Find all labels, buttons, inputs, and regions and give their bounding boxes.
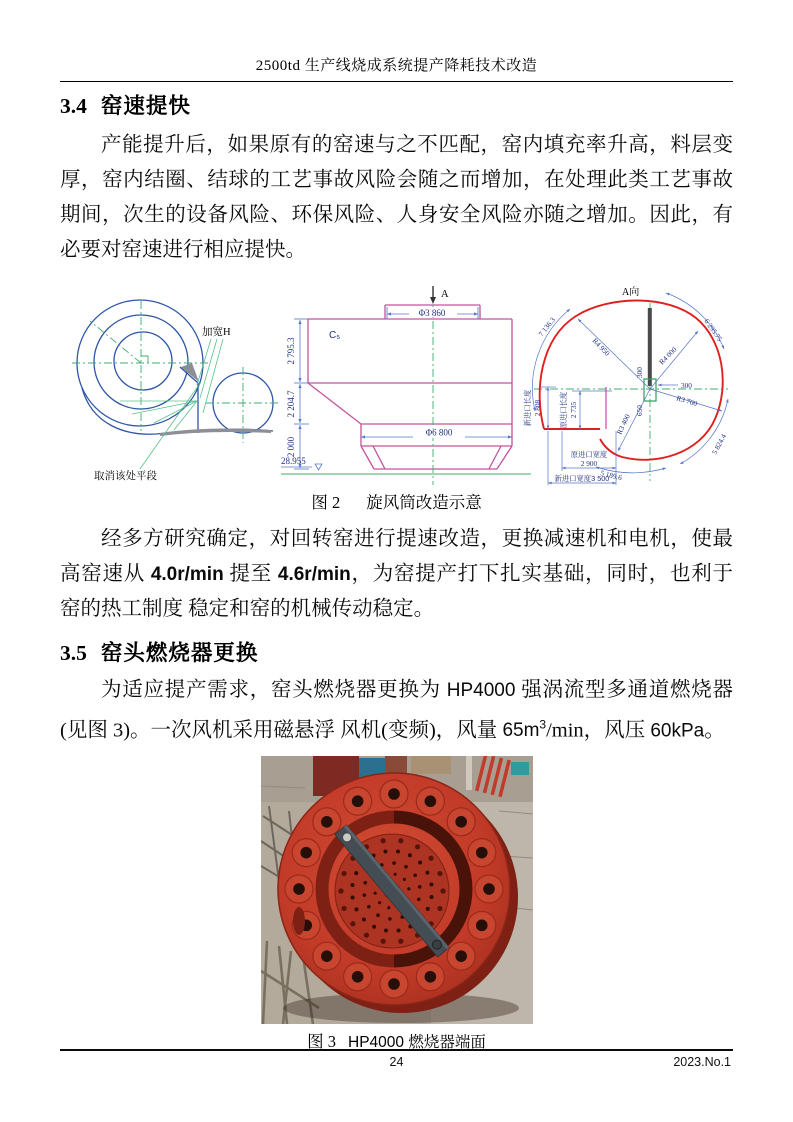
section-title: 窑速提快 bbox=[100, 94, 191, 118]
paragraph-burner bbox=[60, 673, 733, 748]
figure-2-title: 旋风筒改造示意 bbox=[366, 493, 482, 512]
label-c5: C₅ bbox=[329, 330, 341, 341]
text-run: 为适应提产需求，窑头燃烧器更换为 bbox=[101, 679, 447, 701]
dim-arc-bottom: 5 189.6 bbox=[599, 468, 623, 483]
label-a: A bbox=[441, 289, 449, 300]
label-new-inlet-length: 新进口长度 bbox=[523, 389, 532, 427]
label-cancel-flat: 取消该处平段 bbox=[94, 471, 157, 482]
figure-2-label: 图 2 bbox=[311, 493, 341, 512]
header-rule bbox=[60, 81, 733, 82]
side-bracket bbox=[293, 907, 305, 935]
section-number: 3.4 bbox=[60, 94, 87, 118]
footer-row bbox=[60, 1051, 733, 1073]
cyclone-elevation-diagram bbox=[281, 283, 533, 490]
text-run: 65m bbox=[502, 720, 540, 742]
elevation-marker bbox=[315, 464, 322, 470]
text-run: 。 bbox=[704, 719, 725, 742]
dim-new-inlet-length: 2 808 bbox=[533, 399, 542, 417]
value-new-speed: 4.6r/min bbox=[277, 564, 351, 585]
dim-arc-lr: 5 824.4 bbox=[709, 432, 729, 456]
dim-body-diameter: Φ6 800 bbox=[425, 427, 453, 438]
page-footer bbox=[60, 1049, 733, 1073]
dim-height-1: 2 795.3 bbox=[286, 337, 296, 365]
section-title: 窑头燃烧器更换 bbox=[100, 641, 259, 665]
figure-3-label: 图 3 bbox=[307, 1032, 337, 1052]
label-old-inlet-width: 原进口宽度 bbox=[570, 450, 608, 459]
section-arrow-a bbox=[430, 286, 436, 304]
dim-r3700: R3 700 bbox=[675, 393, 699, 409]
dim-r4950: R4 950 bbox=[590, 336, 612, 358]
dim-height-3: 2 000 bbox=[286, 436, 296, 458]
dim-old-inlet-width: 2 900 bbox=[580, 459, 598, 468]
shading bbox=[160, 363, 271, 436]
paragraph-speed-upgrade bbox=[60, 522, 733, 627]
dim-r3400: R3 400 bbox=[614, 412, 632, 436]
value-old-speed: 4.0r/min bbox=[150, 564, 224, 585]
section-number: 3.5 bbox=[60, 641, 87, 665]
page-number: 24 bbox=[389, 1055, 404, 1069]
dim-arc-ul: 7 136.3 bbox=[536, 315, 558, 339]
dim-old-inlet-length: 2 735 bbox=[569, 401, 578, 419]
section-heading-3-4 bbox=[60, 94, 733, 119]
centerlines bbox=[72, 301, 280, 443]
label-widen-h: 加宽H bbox=[202, 327, 231, 338]
value-burner-model: HP4000 bbox=[446, 680, 516, 701]
page-content bbox=[60, 0, 733, 1053]
value-air-volume bbox=[502, 720, 546, 741]
dim-300-v: 300 bbox=[635, 367, 644, 378]
dim-top-diameter: Φ3 860 bbox=[418, 308, 446, 318]
label-old-inlet-length: 原进口长度 bbox=[559, 391, 568, 429]
dim-r4000: R4 000 bbox=[657, 344, 679, 367]
figure-3-title: HP4000 燃烧器端面 bbox=[348, 1034, 486, 1052]
view-title: A向 bbox=[622, 287, 640, 298]
text-run: 提至 bbox=[223, 563, 278, 585]
value-air-pressure: 60kPa bbox=[650, 720, 705, 742]
text-run: 强涡流型多通道燃烧器(见图 3)。一次风机采用磁悬浮 风机(变频)，风量 bbox=[60, 679, 733, 742]
text-run: ，为窑提产打下扎实基础，同时，也利于窑的热工制度 稳定和窑的机械传动稳定。 bbox=[60, 563, 734, 620]
center-bar bbox=[648, 308, 652, 386]
text-run: /min，风压 bbox=[546, 719, 651, 742]
dim-height-2: 2 204.7 bbox=[286, 390, 296, 418]
volute-outline bbox=[77, 300, 273, 434]
dim-elevation: 28.955 bbox=[281, 456, 306, 466]
cyclone-volute-sketch bbox=[68, 283, 284, 487]
volute-plan-diagram bbox=[518, 283, 738, 509]
figure-2-diagrams bbox=[60, 283, 733, 490]
label-new-inlet-width: 新进口宽度3 500 bbox=[554, 474, 610, 483]
paragraph-kiln-speed: 产能提升后，如果原有的窑速与之不匹配，窑内填充率升高，料层变厚，窑内结圈、结球的工艺事故风险会随之而增加，在处理此类工艺事故期间，次生的设备风险、环保风险、人身安全风险亦随之增加。因此，有必要对窑速进行相应提快。 bbox=[60, 134, 733, 261]
superscript-3: 3 bbox=[539, 718, 547, 732]
issue-number: 2023.No.1 bbox=[673, 1055, 731, 1069]
volute-curve bbox=[540, 300, 723, 459]
dim-300-h: 300 bbox=[681, 381, 692, 390]
dimension-lines bbox=[281, 307, 512, 469]
text-run: 经多方研究确定，对回转窑进行提速改造，更换减速机和电机，使最高窑速从 bbox=[60, 528, 733, 585]
dim-650: 650 bbox=[635, 405, 644, 416]
right-angle-mark bbox=[141, 356, 148, 363]
figure-3-photo bbox=[261, 756, 533, 1029]
dim-arc-ur: 6 295.75 bbox=[702, 316, 725, 344]
burner-photo bbox=[261, 756, 533, 1024]
section-heading-3-5 bbox=[60, 641, 733, 666]
header-title: 2500td 生产线烧成系统提产降耗技术改造 bbox=[255, 58, 538, 74]
